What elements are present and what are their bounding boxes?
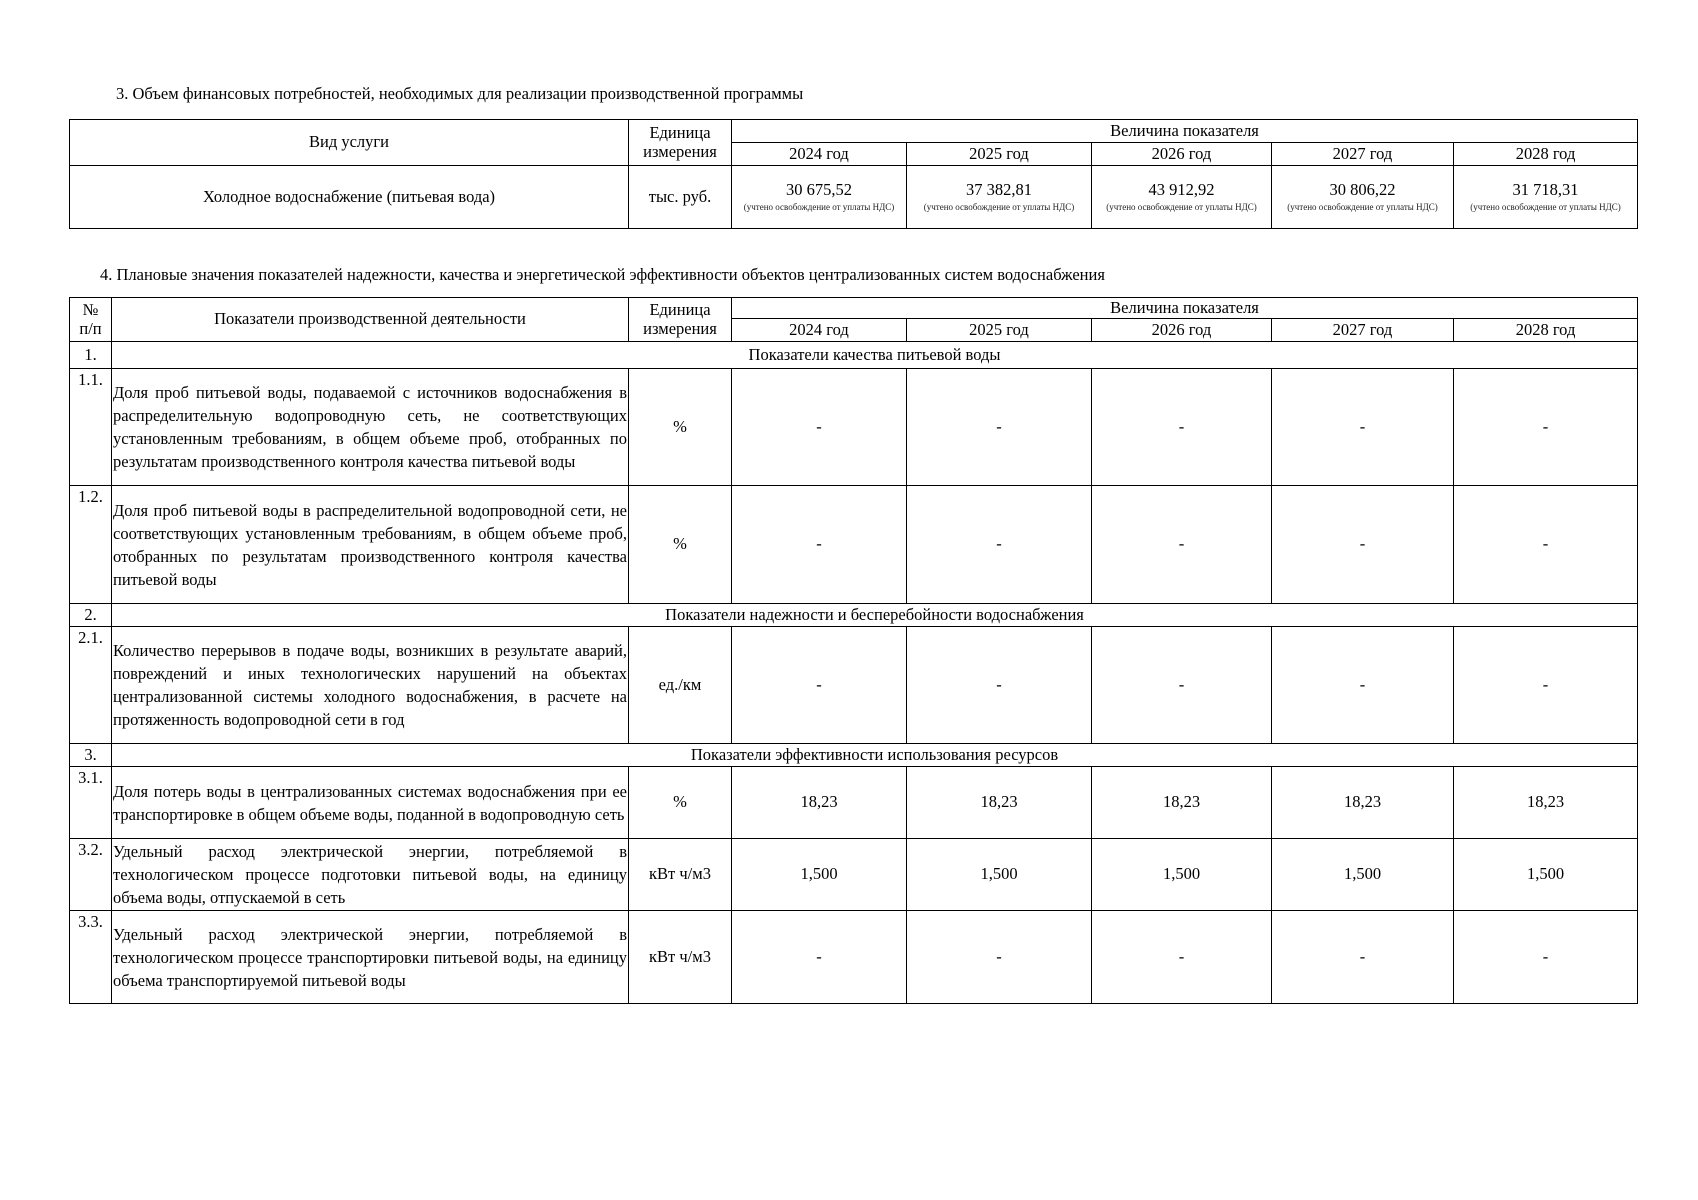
header-unit — [629, 120, 732, 166]
section3-title: 3. Объем финансовых потребностей, необходимых для реализации производственной программы — [116, 84, 804, 103]
header-unit-line2: измерения — [643, 141, 717, 161]
value-cell: 18,23 — [732, 767, 907, 839]
group-num: 2. — [70, 604, 112, 627]
header-year: 2026 год — [1092, 143, 1272, 166]
value-cell: - — [907, 369, 1092, 486]
header-value: Величина показателя — [732, 120, 1638, 143]
value-cell: - — [1454, 911, 1638, 1004]
unit-cell: % — [629, 486, 732, 604]
value-cell: 1,500 — [907, 839, 1092, 911]
section4-title: 4. Плановые значения показателей надежности, качества и энергетической эффективности объектов централизованных систем водоснабжения — [100, 265, 1105, 284]
value-cell: - — [1092, 369, 1272, 486]
header-year: 2024 год — [732, 143, 907, 166]
unit-cell: % — [629, 369, 732, 486]
value-cell: - — [1272, 369, 1454, 486]
row-num: 1.2. — [70, 486, 112, 604]
group-title: Показатели надежности и бесперебойности водоснабжения — [112, 604, 1638, 627]
value-cell: - — [732, 486, 907, 604]
vat-note: (учтено освобождение от уплаты НДС) — [1106, 202, 1257, 212]
value-cell: - — [732, 627, 907, 744]
header-year: 2025 год — [907, 143, 1092, 166]
value-cell: - — [732, 369, 907, 486]
value-cell: 1,500 — [1454, 839, 1638, 911]
row-num: 1.1. — [70, 369, 112, 486]
value: 37 382,81 — [966, 179, 1032, 199]
value-cell: - — [1092, 486, 1272, 604]
vat-note: (учтено освобождение от уплаты НДС) — [743, 202, 895, 212]
header-year: 2026 год — [1092, 319, 1272, 342]
indicator-text: Удельный расход электрической энергии, потребляемой в технологическом процессе транспортировки питьевой воды, на единицу объема транспортируемой питьевой воды — [112, 911, 629, 1004]
financial-needs-table — [69, 119, 1638, 229]
value: 43 912,92 — [1148, 179, 1215, 199]
indicator-text: Доля проб питьевой воды в распределительной водопроводной сети, не соответствующих установленным требованиям, в общем объеме проб, отобранных по результатам производственного контроля качества питьевой воды — [112, 486, 629, 604]
header-year: 2025 год — [907, 319, 1092, 342]
group-num: 1. — [70, 342, 112, 369]
value-cell: - — [1092, 627, 1272, 744]
unit-cell: тыс. руб. — [629, 166, 732, 229]
header-indicator: Показатели производственной деятельности — [112, 298, 629, 342]
value-cell: 18,23 — [1454, 767, 1638, 839]
header-year: 2024 год — [732, 319, 907, 342]
row-num: 3.2. — [70, 839, 112, 911]
value-cell — [1272, 166, 1454, 229]
header-num-line1: № — [82, 300, 99, 320]
header-unit-line1: Единица — [649, 300, 711, 320]
value-cell: 1,500 — [732, 839, 907, 911]
row-num: 3.3. — [70, 911, 112, 1004]
row-num: 2.1. — [70, 627, 112, 744]
value-cell: 1,500 — [1272, 839, 1454, 911]
header-unit — [629, 298, 732, 342]
value-cell: 18,23 — [907, 767, 1092, 839]
row-num: 3.1. — [70, 767, 112, 839]
header-year: 2027 год — [1272, 143, 1454, 166]
value-cell — [732, 166, 907, 229]
vat-note: (учтено освобождение от уплаты НДС) — [1287, 202, 1438, 212]
value-cell: 18,23 — [1272, 767, 1454, 839]
indicator-text: Доля потерь воды в централизованных системах водоснабжения при ее транспортировке в общем объеме воды, поданной в водопроводную сеть — [112, 767, 629, 839]
header-year: 2028 год — [1454, 319, 1638, 342]
unit-cell: % — [629, 767, 732, 839]
header-year: 2027 год — [1272, 319, 1454, 342]
value: 30 806,22 — [1329, 179, 1396, 199]
header-value: Величина показателя — [732, 298, 1638, 319]
value-cell: - — [1272, 911, 1454, 1004]
value-cell: - — [907, 911, 1092, 1004]
value: 31 718,31 — [1512, 179, 1579, 199]
indicator-text: Удельный расход электрической энергии, потребляемой в технологическом процессе подготовки питьевой воды, на единицу объема воды, отпускаемой в сеть — [112, 839, 629, 911]
header-unit-line1: Единица — [649, 123, 711, 143]
value-cell: - — [1454, 627, 1638, 744]
vat-note: (учтено освобождение от уплаты НДС) — [923, 202, 1075, 212]
value-cell: - — [1454, 369, 1638, 486]
value-cell — [907, 166, 1092, 229]
indicators-table — [69, 297, 1638, 1004]
value-cell: - — [1272, 486, 1454, 604]
value-cell: - — [732, 911, 907, 1004]
header-num-line2: п/п — [79, 318, 102, 338]
service-name: Холодное водоснабжение (питьевая вода) — [70, 166, 629, 229]
indicator-text: Доля проб питьевой воды, подаваемой с источников водоснабжения в распределительную водопроводную сеть, не соответствующих установленным требованиям, в общем объеме проб, отобранных по результатам производственного контроля качества питьевой воды — [112, 369, 629, 486]
value-cell: - — [907, 486, 1092, 604]
header-num — [70, 298, 112, 342]
group-num: 3. — [70, 744, 112, 767]
header-year: 2028 год — [1454, 143, 1638, 166]
value-cell: 18,23 — [1092, 767, 1272, 839]
value-cell — [1454, 166, 1638, 229]
unit-cell: кВт ч/м3 — [629, 911, 732, 1004]
value-cell: - — [907, 627, 1092, 744]
value-cell: - — [1272, 627, 1454, 744]
header-service: Вид услуги — [70, 120, 629, 166]
unit-cell: ед./км — [629, 627, 732, 744]
value-cell — [1092, 166, 1272, 229]
value: 30 675,52 — [786, 179, 852, 199]
group-title: Показатели эффективности использования ресурсов — [112, 744, 1638, 767]
value-cell: 1,500 — [1092, 839, 1272, 911]
group-title: Показатели качества питьевой воды — [112, 342, 1638, 369]
unit-cell: кВт ч/м3 — [629, 839, 732, 911]
value-cell: - — [1454, 486, 1638, 604]
value-cell: - — [1092, 911, 1272, 1004]
header-unit-line2: измерения — [643, 318, 717, 338]
indicator-text: Количество перерывов в подаче воды, возникших в результате аварий, повреждений и иных технологических нарушений на объектах централизованной системы холодного водоснабжения, в расчете на протяженность водопроводной сети в год — [112, 627, 629, 744]
vat-note: (учтено освобождение от уплаты НДС) — [1470, 202, 1621, 212]
